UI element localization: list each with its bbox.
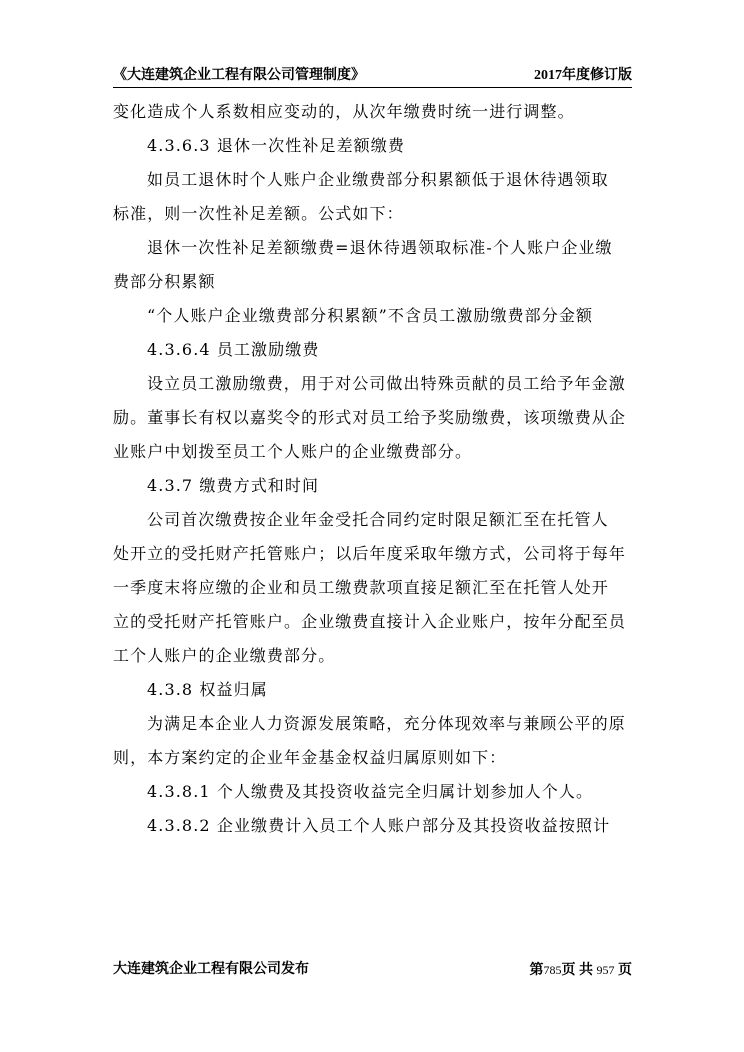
formula-line: 退休一次性补足差额缴费=退休待遇领取标准-个人账户企业缴 xyxy=(147,238,613,257)
body-line: 一季度末将应缴的企业和员工缴费款项直接足额汇至在托管人处开 xyxy=(113,578,609,597)
section-heading: 4.3.6.3 退休一次性补足差额缴费 xyxy=(147,136,405,155)
body-line: 励。董事长有权以嘉奖令的形式对员工给予奖励缴费，该项缴费从企 xyxy=(113,408,627,427)
body-line: 工个人账户的企业缴费部分。 xyxy=(113,646,336,665)
body-line: 为满足本企业人力资源发展策略，充分体现效率与兼顾公平的原 xyxy=(147,714,626,733)
body-line: 立的受托财产托管账户。企业缴费直接计入企业账户，按年分配至员 xyxy=(113,612,627,631)
body-line: 如员工退休时个人账户企业缴费部分积累额低于退休待遇领取 xyxy=(147,170,609,189)
body-line: 则，本方案约定的企业年金基金权益归属原则如下： xyxy=(113,748,507,767)
header-divider xyxy=(113,87,632,88)
section-heading: 4.3.6.4 员工激励缴费 xyxy=(147,340,320,359)
page-footer xyxy=(113,960,632,980)
publisher-label: 大连建筑企业工程有限公司发布 xyxy=(113,962,309,977)
body-line: “个人账户企业缴费部分积累额”不含员工激励缴费部分金额 xyxy=(147,306,594,325)
total-pages: 957 xyxy=(596,963,615,977)
page-number xyxy=(530,960,633,981)
document-version: 2017年度修订版 xyxy=(534,68,632,83)
section-heading: 4.3.7 缴费方式和时间 xyxy=(147,476,320,495)
body-line: 4.3.8.2 企业缴费计入员工个人账户部分及其投资收益按照计 xyxy=(147,816,611,835)
body-line: 标准，则一次性补足差额。公式如下： xyxy=(113,204,404,223)
document-body xyxy=(113,95,633,843)
body-line: 处开立的受托财产托管账户；以后年度采取年缴方式，公司将于每年 xyxy=(113,544,627,563)
section-heading: 4.3.8 权益归属 xyxy=(147,680,268,699)
page-prefix: 第 xyxy=(529,963,544,978)
body-line: 业账户中划拨至员工个人账户的企业缴费部分。 xyxy=(113,442,473,461)
body-line: 4.3.8.1 个人缴费及其投资收益完全归属计划参加人个人。 xyxy=(147,782,594,801)
body-line: 设立员工激励缴费，用于对公司做出特殊贡献的员工给予年金激 xyxy=(147,374,626,393)
current-page: 785 xyxy=(543,963,562,977)
page-header xyxy=(113,66,632,86)
page-mid: 页 共 xyxy=(561,963,593,978)
page-suffix: 页 xyxy=(618,963,632,978)
body-line: 公司首次缴费按企业年金受托合同约定时限足额汇至在托管人 xyxy=(147,510,609,529)
document-title: 《大连建筑企业工程有限公司管理制度》 xyxy=(113,68,365,83)
body-line: 变化造成个人系数相应变动的，从次年缴费时统一进行调整。 xyxy=(113,102,575,121)
formula-line: 费部分积累额 xyxy=(113,272,216,291)
